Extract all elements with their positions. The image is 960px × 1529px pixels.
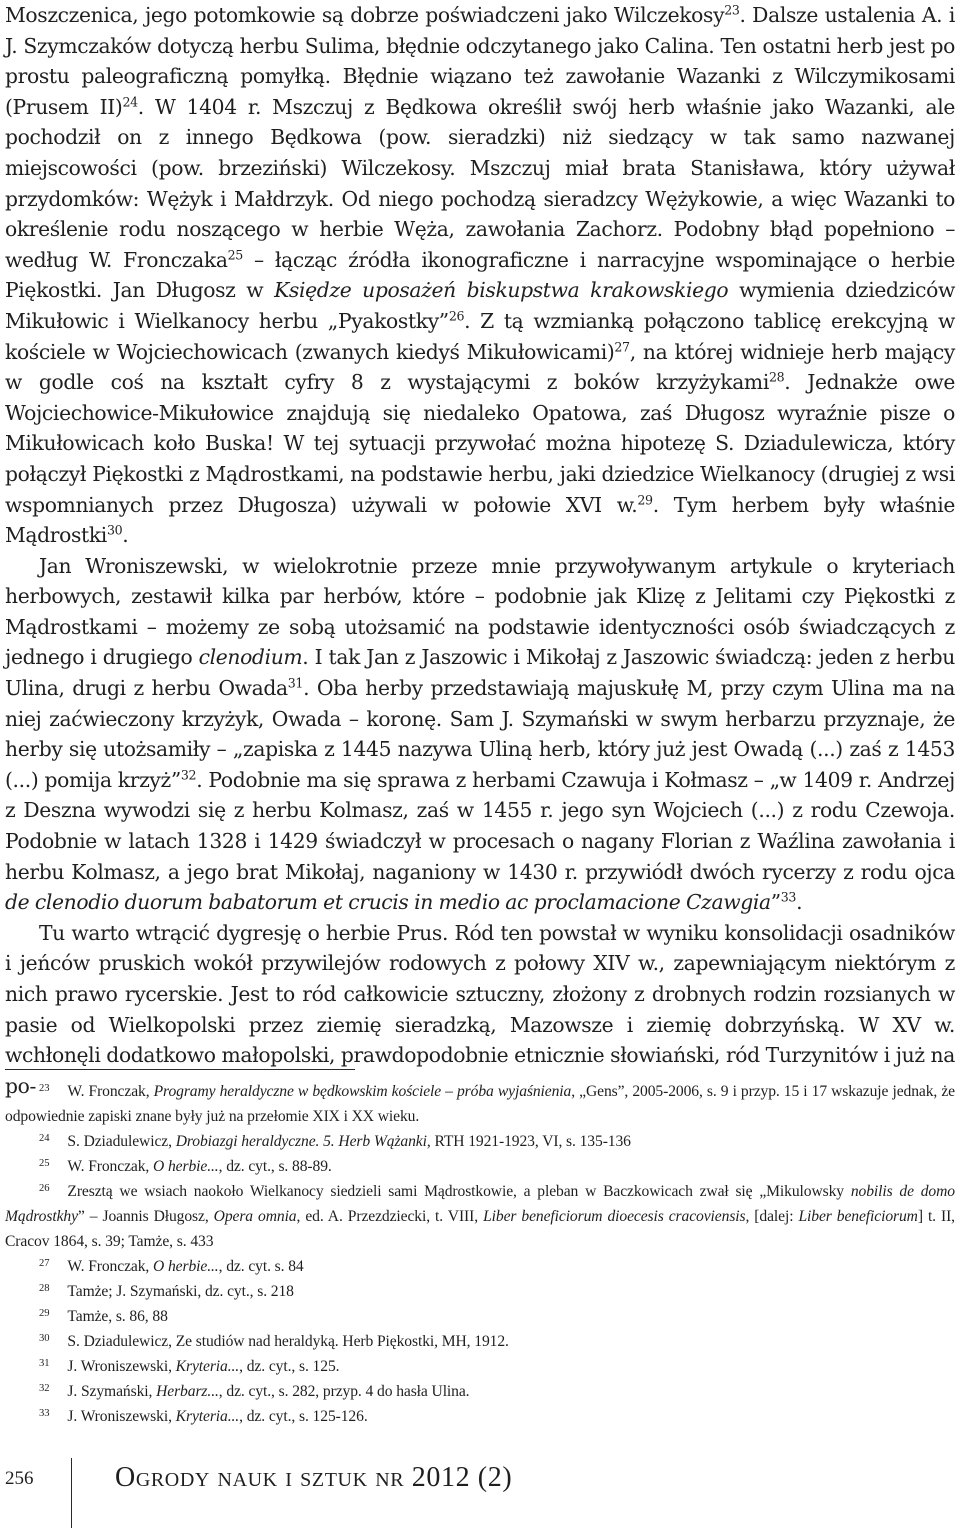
text-run: ] t. II, Cracov 1864, s. 39; Tamże, s. 433 [5,1208,955,1250]
footnote-ref: 28 [768,369,785,385]
page [5,0,955,1101]
text-run: Moszczenica, jego potomkowie są dobrze poświadczeni jako Wilczekosy [5,3,725,27]
footnote-number: 28 [39,1283,50,1295]
text-run: . W 1404 r. Mszczuj z Będkowa określił swój herb właśnie jako Wazanki, ale pochodził on z innego Będkowa (pow. sieradzki) niż siedzący w tak samo nazwanej miejscowości (pow. brzeziński) Wilczekosy. Mszczuj miał brata Stanisława, który używał przydomków: Wężyk i Małdrzyk. Od niego pochodzą sieradzcy Wężykowie, a więc Wazanki to określenie rodu noszącego w herbie Węża, zawołania Zachorz. Podobny błąd popełniono – według W. Fronczaka [5,94,955,272]
footnote [5,1079,955,1129]
text-run: S. Dziadulewicz, Ze studiów nad heraldyką. Herb Piękostki, MH, 1912. [67,1333,509,1350]
italic-text: Drobiazgi heraldyczne. 5. Herb Wążanki [175,1133,427,1150]
italic-text: nobilis de domo Mądrostkhy [5,1183,955,1225]
text-run: Tamże, s. 86, 88 [67,1308,168,1325]
footnote-ref: 25 [227,247,243,263]
footnotes [5,1079,955,1429]
footnote [5,1154,955,1179]
text-run: Tu warto wtrącić dygresję o herbie Prus. Ród ten powstał w wyniku konsolidacji osadników i jeńców pruskich wokół przywilejów rodowych z połowy XIV w., zapewniającym niektórym z nich prawo rycerskie. Jest to ród całkowicie sztuczny, złożony z drobnych rodzin rozsianych w pasie od Wielkopolski przez ziemię sieradzką, Mazowsze i ziemię dobrzyńską. W XV w. wchłonęli dodatkowo małopolski, prawdopodobnie etnicznie słowiański, ród Turzynitów i już na po- [5,920,955,1098]
footnote-number: 33 [39,1408,50,1420]
text-run: , [dalej: [745,1208,799,1225]
footnote-ref: 29 [637,491,653,507]
italic-text: Księdze uposażeń biskupstwa krakowskiego [274,278,729,303]
footnote [5,1254,955,1279]
text-run: wymienia dziedziców Mikułowic i Wielkanocy herbu „Pyakostky” [5,278,955,333]
text-run: . [796,890,803,915]
text-run: J. Wroniszewski, [67,1358,176,1375]
journal-title: Ogrody nauk i sztuk nr 2012 (2) [115,1462,513,1493]
text-run: , RTH 1921-1923, VI, s. 135-136 [426,1133,631,1150]
footnote-number: 30 [39,1333,50,1345]
text-run: . I tak Jan z Jaszowic i Mikołaj z Jaszowic świadczą: jeden z herbu Ulina, drugi z herbu Owada [5,645,955,701]
paragraph [5,0,955,551]
footnote [5,1179,955,1254]
italic-text: Liber beneficiorum dioecesis cracoviensis [483,1208,746,1225]
italic-text: Herbarz... [156,1383,219,1400]
footnote-separator [5,1069,355,1070]
text-run: ” [770,890,781,915]
text-run: Jan Wroniszewski, w wielokrotnie przeze mnie przywoływanym artykule o kryteriach herbowych, zestawił kilka par herbów, które – podobnie jak Klizę z Jelitami czy Piękostki z Mądrostkami – możemy ze sobą utożsamić na podstawie identyczności osób świadczących z jednego i drugiego [5,553,955,670]
italic-text: O herbie... [153,1158,219,1175]
italic-text: Liber beneficiorum [798,1208,918,1225]
footnote-ref: 27 [614,338,630,354]
footnote-number: 31 [39,1358,50,1370]
italic-text: de clenodio duorum babatorum et crucis in medio ac proclamacione Czawgia [5,890,771,915]
text-run: W. Fronczak, [67,1158,154,1175]
text-run: . Oba herby przedstawiają majuskułę M, przy czym Ulina ma na niej zaćwieczony krzyżyk, Owada – koronę. Sam J. Szymański w swym herbarzu przyznaje, że herby się utożsamiły – „zapiska z 1445 nazywa Uliną herb, który już jest Owadą (...) zaś z 1453 (...) pomija krzyż” [5,676,955,792]
text-run: , ed. A. Przezdziecki, t. VIII, [296,1208,484,1225]
text-run: W. Fronczak, [67,1258,154,1275]
text-run: J. Wroniszewski, [67,1408,176,1425]
footnote-ref: 23 [724,2,740,18]
text-run: , dz. cyt., s. 125. [239,1358,340,1375]
text-run: . Podobnie ma się sprawa z herbami Czawuja i Kołmasz – „w 1409 r. Andrzej z Deszna wywodzi się z herbu Kolmasz, zaś w 1455 r. jego syn Wojciech (...) z rodu Czewoja. Podobnie w latach 1328 i 1429 świadczył w procesach o nagany Florian z Waźlina zawołania i herbu Kolmasz, a jego brat Mikołaj, naganiony w 1430 r. przywiódł dwóch rycerzy z rodu ojca [5,767,955,884]
text-run: , dz. cyt., s. 125-126. [239,1408,368,1425]
text-run: Zresztą we wsiach naokoło Wielkanocy siedzieli sami Mądrostkowie, a pleban w Baczkowicach zwał się „Mikulowsky [67,1183,851,1200]
text-run: . Dalsze ustalenia A. i J. Szymczaków dotyczą herbu Sulima, błędnie odczytanego jako Calina. Ten ostatni herb jest po prostu paleograficzną pomyłką. Błędnie wiązano też zawołanie Wazanki z Wilczymikosami (Prusem II) [5,3,955,119]
footnote-ref: 30 [106,522,123,538]
paragraph [5,551,955,918]
page-number: 256 [5,1468,34,1489]
italic-text: Opera omnia [213,1208,297,1225]
text-run: . Z tą wzmianką połączono tablicę erekcyjną w kościele w Wojciechowicach (zwanych kiedyś Mikułowicami) [5,308,955,364]
footnote [5,1354,955,1379]
footnote-ref: 31 [287,675,304,691]
footnote [5,1304,955,1329]
footnote-ref: 24 [122,94,138,110]
footnote [5,1329,955,1354]
text-run: . Jednakże owe Wojciechowice-Mikułowice znajdują się niedaleko Opatowa, zaś Długosz wyraźnie pisze o Mikułowicach koło Buska! W tej sytuacji przywołać można hipotezę S. Dziadulewicza, który połączył Piękostki z Mądrostkami, na podstawie herbu, jaki dziedzice Wielkanocy (drugiej z wsi wspomnianych przez Długosza) używali w połowie XVI w. [5,370,955,517]
text-run: . Tym herbem były właśnie Mądrostki [5,492,955,548]
footer-divider [71,1458,72,1528]
main-text [5,0,955,1101]
paragraph [5,918,955,1102]
text-run: , dz. cyt. s. 84 [218,1258,304,1275]
footnote-number: 27 [39,1258,50,1270]
footnote-number: 23 [39,1083,50,1095]
footnote-number: 25 [39,1158,50,1170]
text-run: , dz. cyt., s. 88-89. [218,1158,332,1175]
footnote-ref: 32 [180,767,197,783]
text-run: , dz. cyt., s. 282, przyp. 4 do hasła Ulina. [218,1383,470,1400]
text-run: S. Dziadulewicz, [67,1133,176,1150]
text-run: Tamże; J. Szymański, dz. cyt., s. 218 [67,1283,294,1300]
footnote-number: 24 [39,1133,50,1145]
text-run: W. Fronczak, [67,1083,154,1100]
italic-text: clenodium [198,645,303,670]
italic-text: Kryteria... [175,1358,240,1375]
text-run: J. Szymański, [67,1383,157,1400]
footnote-ref: 26 [448,308,465,324]
italic-text: O herbie... [153,1258,219,1275]
footnote-number: 32 [39,1383,50,1395]
footnote [5,1404,955,1429]
text-run: . [122,523,129,548]
text-run: , na której widnieje herb mający w godle coś na kształt cyfry 8 z wystającymi z boków krzyżykami [5,339,955,395]
footnote [5,1379,955,1404]
text-run: – łącząc źródła ikonograficzne i narracyjne wspominające o herbie Piękostki. Jan Długosz w [5,247,955,303]
footnote [5,1129,955,1154]
footnote [5,1279,955,1304]
footnote-ref: 33 [780,889,797,905]
footnote-number: 29 [39,1308,50,1320]
text-run: ” – Joannis Długosz, [77,1208,214,1225]
page-footer [5,1458,955,1528]
italic-text: Kryteria... [175,1408,240,1425]
italic-text: Programy heraldyczne w będkowskim kościele – próba wyjaśnienia [153,1083,572,1100]
text-run: , „Gens”, 2005-2006, s. 9 i przyp. 15 i 17 wskazuje jednak, że odpowiednie zapiski znane były już na przełomie XIX i XX wieku. [5,1083,955,1125]
footnote-number: 26 [39,1183,50,1195]
